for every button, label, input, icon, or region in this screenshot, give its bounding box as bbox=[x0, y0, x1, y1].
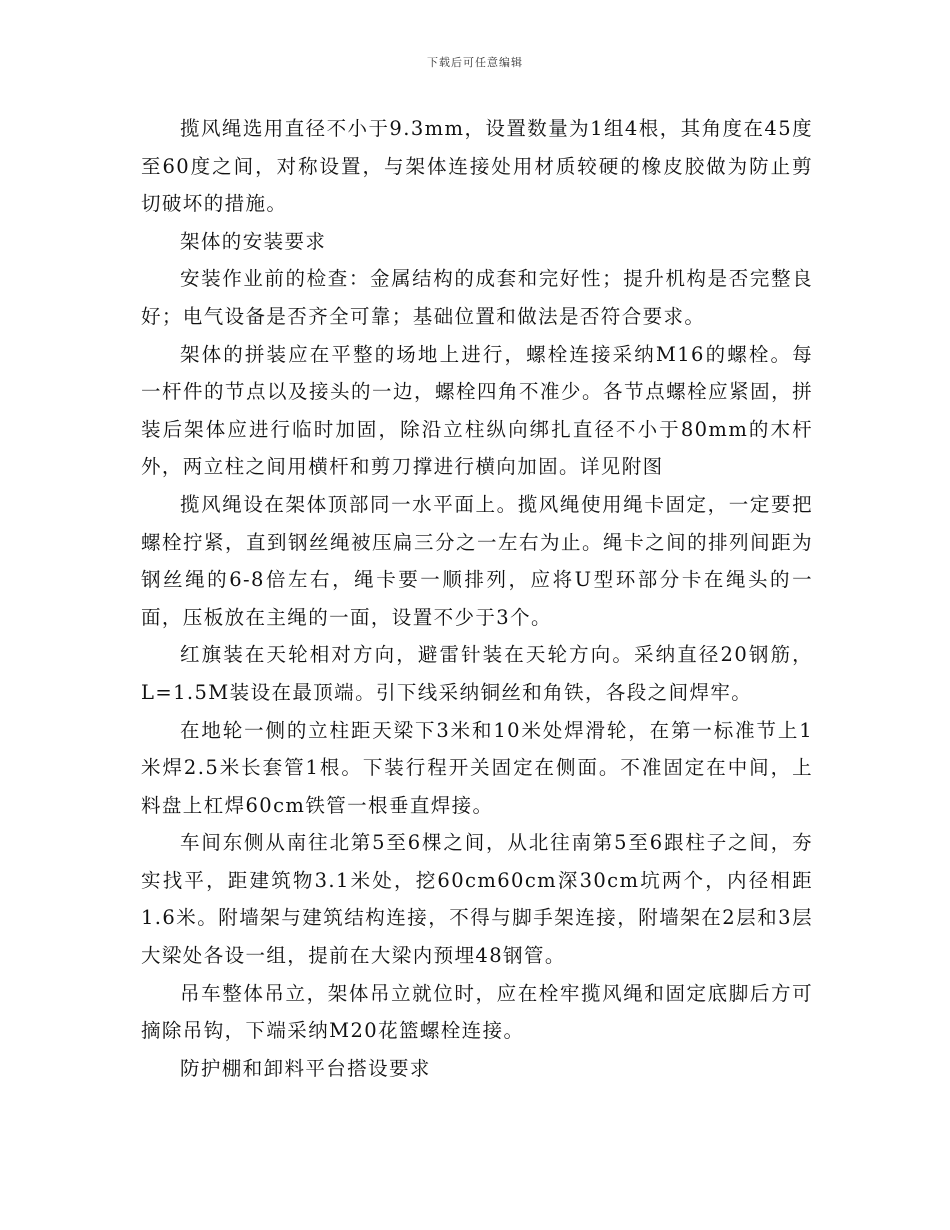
paragraph-guy-rope-spec: 揽风绳选用直径不小于9.3mm，设置数量为1组4根，其角度在45度至60度之间，对称设置，与架体连接处用材质较硬的橡皮胶做为防止剪切破坏的措施。 bbox=[141, 117, 813, 216]
paragraph-guy-rope-fixing: 揽风绳设在架体顶部同一水平面上。揽风绳使用绳卡固定，一定要把螺栓拧紧，直到钢丝绳被压扁三分之一左右为止。绳卡之间的排列间距为钢丝绳的6-8倍左右，绳卡要一顺排列，应将U型环部分卡在绳头的一面，压板放在主绳的一面，设置不少于3个。 bbox=[141, 492, 813, 629]
paragraph-frame-assembly: 架体的拼装应在平整的场地上进行，螺栓连接采纳M16的螺栓。每一杆件的节点以及接头的一边，螺栓四角不准少。各节点螺栓应紧固，拼装后架体应进行临时加固，除沿立柱纵向绑扎直径不小于80mm的木杆外，两立柱之间用横杆和剪刀撑进行横向加固。详见附图 bbox=[141, 342, 813, 479]
document-body bbox=[141, 110, 813, 1087]
section-heading-protective-shed: 防护棚和卸料平台搭设要求 bbox=[180, 1056, 431, 1080]
page-header: 下载后可任意编辑 bbox=[427, 56, 523, 69]
paragraph-crane-hoisting: 吊车整体吊立，架体吊立就位时，应在栓牢揽风绳和固定底脚后方可摘除吊钩，下端采纳M20花篮螺栓连接。 bbox=[141, 981, 813, 1043]
section-heading-frame-installation: 架体的安装要求 bbox=[180, 229, 327, 253]
paragraph-flag-lightning-rod: 红旗装在天轮相对方向，避雷针装在天轮方向。采纳直径20钢筋，L=1.5M装设在最顶端。引下线采纳铜丝和角铁，各段之间焊牢。 bbox=[141, 643, 813, 704]
paragraph-pulley-welding: 在地轮一侧的立柱距天梁下3米和10米处焊滑轮，在第一标准节上1米焊2.5米长套管1根。下装行程开关固定在侧面。不准固定在中间，上料盘上杠焊60cm铁管一根垂直焊接。 bbox=[141, 718, 813, 817]
paragraph-foundation-location: 车间东侧从南往北第5至6棵之间，从北往南第5至6跟柱子之间，夯实找平，距建筑物3.1米处，挖60cm60cm深30cm坑两个，内径相距1.6米。附墙架与建筑结构连接，不得与脚手架连接，附墙架在2层和3层大梁处各设一组，提前在大梁内预埋48钢管。 bbox=[141, 831, 813, 968]
paragraph-pre-installation-check: 安装作业前的检查：金属结构的成套和完好性；提升机构是否完整良好；电气设备是否齐全可靠；基础位置和做法是否符合要求。 bbox=[141, 267, 813, 328]
